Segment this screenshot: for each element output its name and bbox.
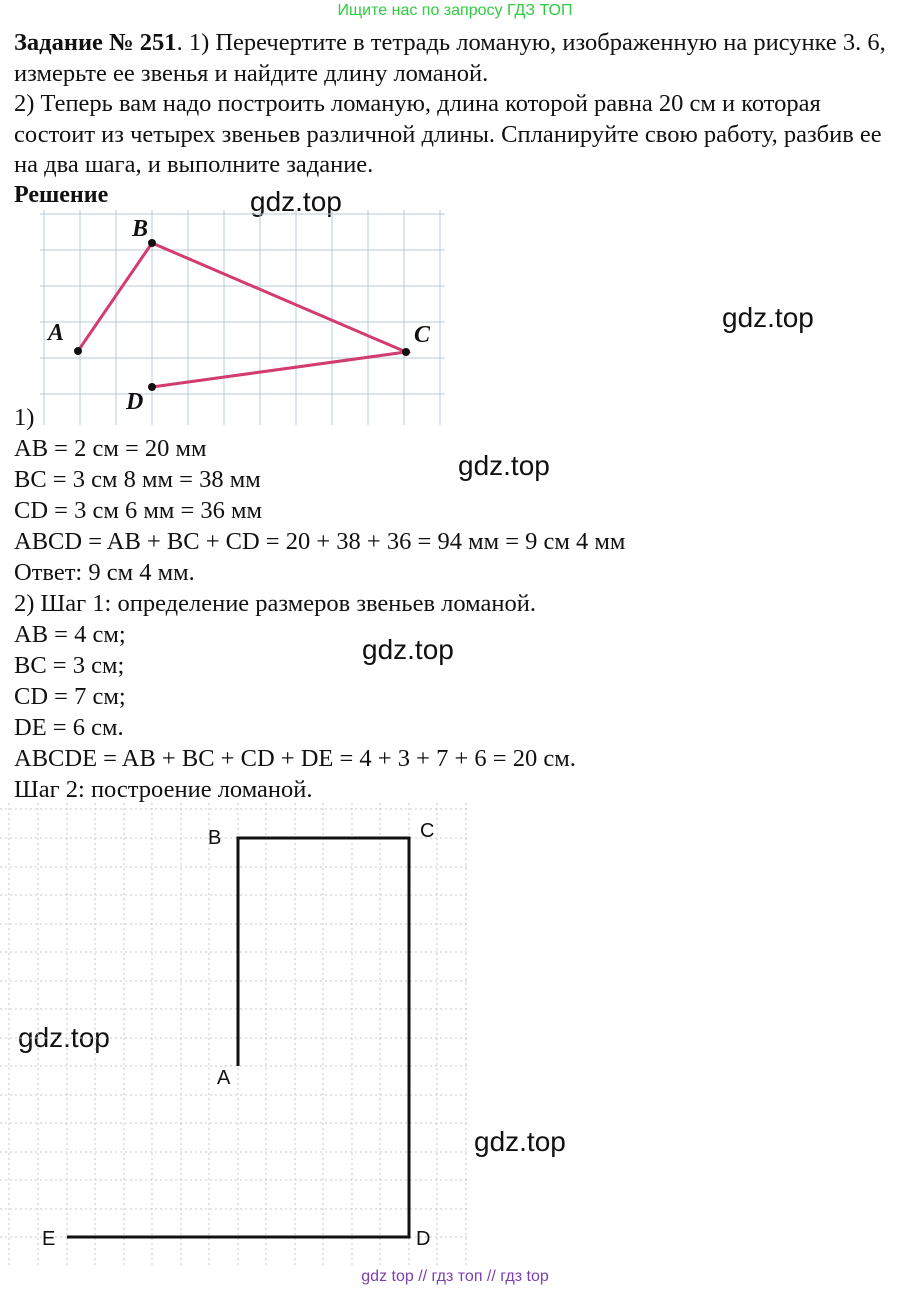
label-a: A: [217, 1067, 231, 1089]
solution-line: DE = 6 см.: [14, 714, 124, 741]
solution-line: ABCDE = AB + BC + CD + DE = 4 + 3 + 7 + 6 = 20 см.: [14, 745, 576, 772]
bottom-banner[interactable]: gdz top // гдз топ // гдз top: [361, 1268, 549, 1285]
label-d: D: [416, 1228, 431, 1250]
task-part-1: [14, 28, 904, 89]
task-part-1-text: . 1) Перечертите в тетрадь ломаную, изображенную на рисунке 3. 6, измерьте ее звенья и найдите длину ломаной.: [14, 29, 886, 87]
watermark: gdz.top: [458, 450, 550, 481]
solution-line: 2) Шаг 1: определение размеров звеньев ломаной.: [14, 590, 536, 617]
solution-line: Шаг 2: построение ломаной.: [14, 776, 313, 803]
solution-lines: [14, 402, 625, 805]
solution-line: BC = 3 см;: [14, 652, 125, 679]
task-heading: Задание № 251: [14, 29, 177, 56]
solution-line: CD = 3 см 6 мм = 36 мм: [14, 497, 263, 524]
polyline-abcde: [67, 838, 409, 1237]
task-part-2: 2) Теперь вам надо построить ломаную, длина которой равна 20 см и которая состоит из четырех звеньев различной длины. Спланируйте свою работу, разбив ее на два шага, и выполните задание.: [14, 90, 882, 178]
watermark: gdz.top: [474, 1126, 566, 1157]
point-c: [402, 348, 410, 356]
solution-line: AB = 4 см;: [14, 621, 126, 648]
figure-polyline-abcd: [40, 210, 445, 425]
solution-line: Ответ: 9 см 4 мм.: [14, 559, 195, 586]
solution-line: BC = 3 см 8 мм = 38 мм: [14, 466, 261, 493]
label-c: C: [414, 322, 431, 348]
top-banner[interactable]: Ищите нас по запросу ГДЗ ТОП: [337, 2, 573, 19]
point-b: [148, 239, 156, 247]
task-text: [14, 28, 904, 181]
label-b: B: [132, 216, 149, 242]
solution-line: AB = 2 см = 20 мм: [14, 435, 207, 462]
point-d: [148, 383, 156, 391]
watermark: gdz.top: [722, 302, 814, 333]
solution-line: CD = 7 см;: [14, 683, 126, 710]
polyline-abcd: [78, 243, 406, 387]
figure-polyline-abcde: [0, 795, 470, 1265]
solution-line: 1): [14, 404, 35, 431]
label-c: C: [420, 820, 435, 842]
grid-figure-2: [0, 803, 470, 1265]
watermark: gdz.top: [362, 634, 454, 665]
point-a: [74, 347, 82, 355]
solution-line: ABCD = AB + BC + CD = 20 + 38 + 36 = 94 мм = 9 см 4 мм: [14, 528, 626, 555]
label-b: B: [208, 827, 222, 849]
label-e: E: [42, 1228, 56, 1250]
watermark: gdz.top: [250, 186, 342, 217]
label-a: A: [48, 320, 65, 346]
label-d: D: [126, 389, 144, 415]
watermark: gdz.top: [18, 1022, 110, 1053]
solution-title: Решение: [14, 182, 109, 208]
